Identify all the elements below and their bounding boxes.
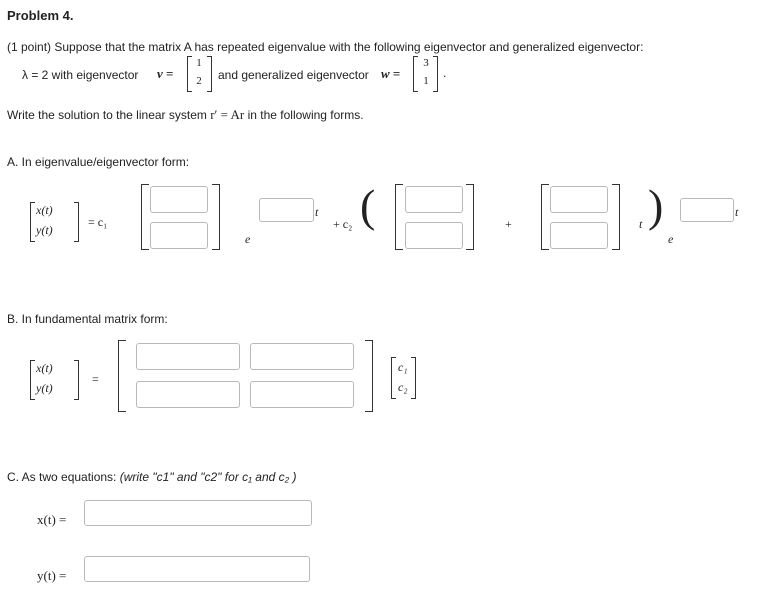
a-vec1-input-1[interactable] [150,186,208,213]
a-vec3-bracket-left [541,184,549,250]
and-generalized-text: and generalized eigenvector [218,68,369,82]
lambda-text: λ = 2 with eigenvector [22,68,139,82]
section-b-heading: B. In fundamental matrix form: [7,312,168,326]
system-equation: r′ = Ar [210,107,245,122]
vector-v-bracket-right [207,56,212,92]
c-y-input[interactable] [84,556,310,582]
vector-v-label: v = [157,66,174,81]
section-c-heading: C. As two equations: (write "c1" and "c2" for c₁ and c₂ ) [7,470,297,484]
section-c-note: (write "c1" and "c2" for c₁ and c₂ ) [119,470,297,484]
a-t-1: t [315,205,319,219]
a-vec2-bracket-right [466,184,474,250]
b-lhs-x: x(t) [36,361,53,375]
a-eq-c1: = c₁ [88,215,108,229]
b-matrix-bracket-left [118,340,126,412]
a-vec1-bracket-left [141,184,149,250]
section-a-heading: A. In eigenvalue/eigenvector form: [7,155,190,169]
b-lhs-y: y(t) [36,381,53,395]
period: . [443,66,447,80]
a-open-paren: ( [360,180,376,231]
b-lhs-bracket-left [30,360,35,400]
vector-w-entry-1: 3 [423,57,429,69]
b-cvec-bracket-right [411,357,416,399]
b-lhs-bracket-right [74,360,79,400]
a-exponent-input-2[interactable] [680,198,734,222]
a-vec2-bracket-left [395,184,403,250]
vector-w-label: w = [381,66,401,81]
b-c1: c₁ [398,360,408,374]
b-eq: = [92,372,99,386]
a-t-3: t [735,205,739,219]
c-x-label: x(t) = [37,512,67,527]
a-exponent-input-1[interactable] [259,198,314,222]
vector-v-entry-1: 1 [196,57,202,69]
c-y-label: y(t) = [37,568,67,583]
a-lhs-bracket-right [74,202,79,242]
a-lhs-x: x(t) [36,203,53,217]
a-vec3-input-1[interactable] [550,186,608,213]
problem-title: Problem 4. [7,8,74,23]
b-matrix-bracket-right [365,340,373,412]
a-vec1-bracket-right [212,184,220,250]
c-x-input[interactable] [84,500,312,526]
b-matrix-input-22[interactable] [250,381,354,408]
a-vec2-input-2[interactable] [405,222,463,249]
a-lhs-bracket-left [30,202,35,242]
a-t-2: t [639,217,643,231]
b-cvec-bracket-left [391,357,396,399]
vector-w-bracket-right [433,56,438,92]
a-close-paren: ) [648,180,664,231]
b-matrix-input-21[interactable] [136,381,240,408]
a-lhs-y: y(t) [36,223,53,237]
a-vec2-input-1[interactable] [405,186,463,213]
a-plus: + [505,217,512,231]
vector-w-entry-2: 1 [423,75,429,87]
a-vec1-input-2[interactable] [150,222,208,249]
b-c2: c₂ [398,380,408,394]
a-exp-e-1: e [245,232,251,246]
b-matrix-input-11[interactable] [136,343,240,370]
instruction: Write the solution to the linear system r′ = Ar in the following forms. [7,107,364,122]
a-vec3-input-2[interactable] [550,222,608,249]
a-exp-e-2: e [668,232,674,246]
a-plus-c2: + c₂ [333,217,353,231]
a-vec3-bracket-right [612,184,620,250]
b-matrix-input-12[interactable] [250,343,354,370]
problem-intro: (1 point) Suppose that the matrix A has repeated eigenvalue with the following eigenvector and generalized eigenvector: [7,40,644,54]
vector-v-entry-2: 2 [196,75,202,87]
